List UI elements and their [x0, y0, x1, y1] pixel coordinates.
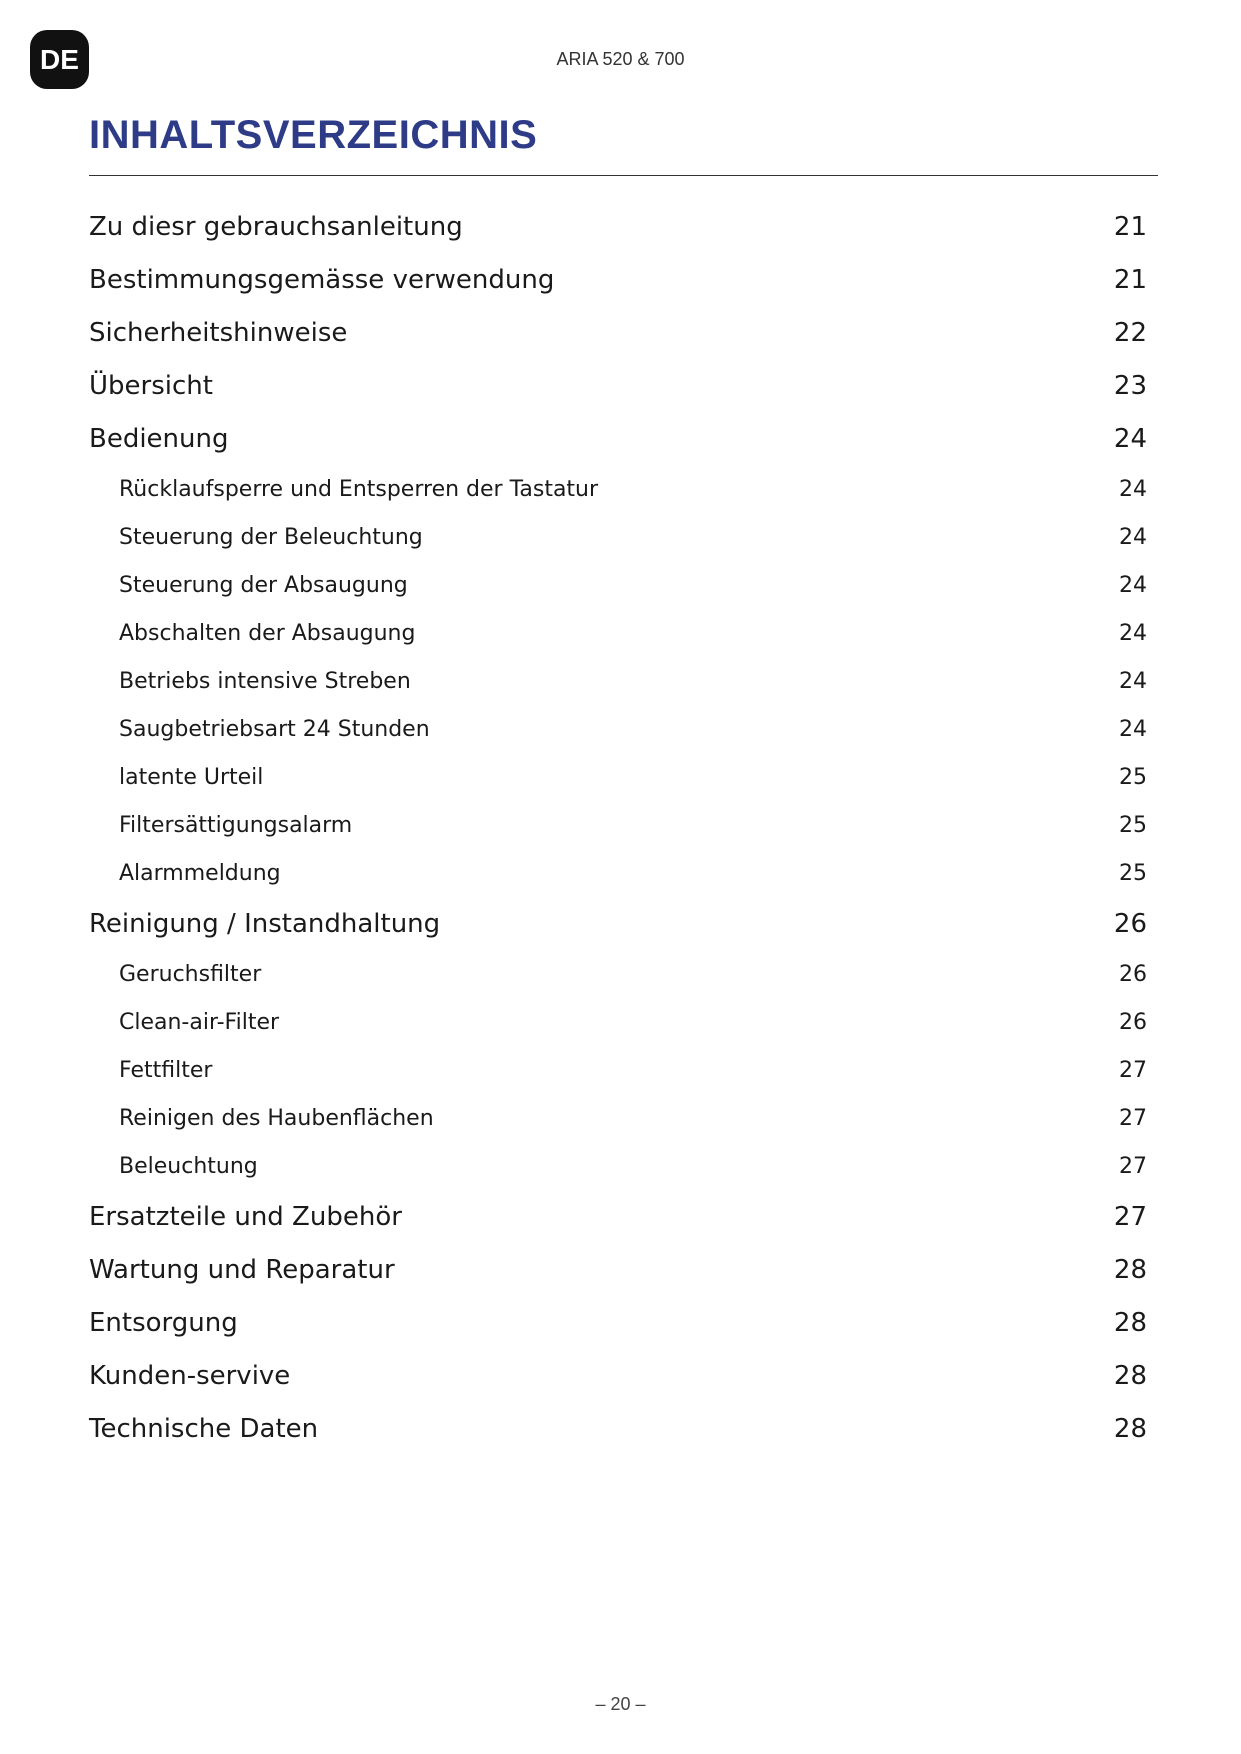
language-badge: DE [30, 30, 89, 89]
toc-entry-label: Betriebs intensive Streben [119, 668, 411, 694]
toc-entry-label: Wartung und Reparatur [89, 1254, 395, 1285]
toc-entry-label: Entsorgung [89, 1307, 238, 1338]
toc-entry[interactable] [89, 412, 1147, 465]
toc-entry-page: 24 [1113, 423, 1147, 454]
toc-entry-page: 24 [1119, 524, 1147, 550]
toc-subentry[interactable] [89, 561, 1147, 609]
toc-subentry[interactable] [89, 1046, 1147, 1094]
toc-entry-page: 27 [1119, 1105, 1147, 1131]
toc-subentry[interactable] [89, 998, 1147, 1046]
page-number: – 20 – [595, 1694, 646, 1714]
toc-entry-page: 27 [1113, 1201, 1147, 1232]
toc-subentry[interactable] [89, 609, 1147, 657]
toc-entry-page: 27 [1119, 1153, 1147, 1179]
toc-entry-label: Alarmmeldung [119, 860, 281, 886]
toc-entry[interactable] [89, 1296, 1147, 1349]
toc-entry-page: 27 [1119, 1057, 1147, 1083]
toc-entry-label: Clean-air-Filter [119, 1009, 280, 1035]
toc-entry-label: Ersatzteile und Zubehör [89, 1201, 402, 1232]
toc-entry-label: latente Urteil [119, 764, 264, 790]
toc-entry-label: Bestimmungsgemässe verwendung [89, 264, 555, 295]
toc-entry[interactable] [89, 1402, 1147, 1455]
toc-entry-label: Steuerung der Beleuchtung [119, 524, 423, 550]
toc-entry-page: 24 [1119, 668, 1147, 694]
toc-subentry[interactable] [89, 1142, 1147, 1190]
toc-entry-page: 28 [1113, 1413, 1147, 1444]
toc-subentry[interactable] [89, 657, 1147, 705]
toc-entry[interactable] [89, 1190, 1147, 1243]
toc-entry[interactable] [89, 1243, 1147, 1296]
toc-entry-page: 26 [1113, 908, 1147, 939]
toc-subentry[interactable] [89, 950, 1147, 998]
toc-entry-label: Zu diesr gebrauchsanleitung [89, 211, 463, 242]
toc-entry-page: 21 [1113, 264, 1147, 295]
toc-entry-label: Abschalten der Absaugung [119, 620, 416, 646]
toc-entry-page: 22 [1113, 317, 1147, 348]
toc-subentry[interactable] [89, 753, 1147, 801]
toc-subentry[interactable] [89, 1094, 1147, 1142]
toc-entry-page: 28 [1113, 1360, 1147, 1391]
toc-entry-page: 21 [1113, 211, 1147, 242]
toc-subentry[interactable] [89, 513, 1147, 561]
toc-entry-label: Übersicht [89, 370, 213, 401]
toc-entry-label: Filtersättigungsalarm [119, 812, 353, 838]
toc-entry[interactable] [89, 359, 1147, 412]
toc-entry-label: Beleuchtung [119, 1153, 258, 1179]
toc-entry-label: Rücklaufsperre und Entsperren der Tastatur [119, 476, 599, 502]
toc-entry-label: Saugbetriebsart 24 Stunden [119, 716, 430, 742]
toc-entry-page: 28 [1113, 1254, 1147, 1285]
toc-entry-page: 25 [1119, 812, 1147, 838]
toc-entry-label: Geruchsfilter [119, 961, 262, 987]
toc-entry-label: Steuerung der Absaugung [119, 572, 408, 598]
toc-entry-label: Bedienung [89, 423, 229, 454]
toc-entry-page: 25 [1119, 764, 1147, 790]
toc-subentry[interactable] [89, 465, 1147, 513]
toc-entry-label: Kunden-servive [89, 1360, 291, 1391]
toc-entry[interactable] [89, 897, 1147, 950]
toc-subentry[interactable] [89, 801, 1147, 849]
toc-entry-page: 28 [1113, 1307, 1147, 1338]
toc-entry-page: 26 [1119, 961, 1147, 987]
toc-entry-label: Reinigen des Haubenflächen [119, 1105, 434, 1131]
table-of-contents [89, 200, 1147, 1455]
page-title: INHALTSVERZEICHNIS [89, 113, 538, 157]
toc-entry-label: Sicherheitshinweise [89, 317, 348, 348]
toc-subentry[interactable] [89, 705, 1147, 753]
toc-subentry[interactable] [89, 849, 1147, 897]
toc-entry-label: Reinigung / Instandhaltung [89, 908, 441, 939]
title-divider [89, 175, 1158, 176]
toc-entry[interactable] [89, 253, 1147, 306]
toc-entry-page: 24 [1119, 620, 1147, 646]
toc-entry[interactable] [89, 200, 1147, 253]
toc-entry-page: 24 [1119, 476, 1147, 502]
toc-entry-label: Fettfilter [119, 1057, 213, 1083]
toc-entry-page: 26 [1119, 1009, 1147, 1035]
toc-entry[interactable] [89, 306, 1147, 359]
toc-entry-page: 24 [1119, 572, 1147, 598]
toc-entry-page: 25 [1119, 860, 1147, 886]
toc-entry[interactable] [89, 1349, 1147, 1402]
toc-entry-page: 23 [1113, 370, 1147, 401]
toc-entry-page: 24 [1119, 716, 1147, 742]
document-header: ARIA 520 & 700 [556, 49, 685, 69]
toc-entry-label: Technische Daten [89, 1413, 319, 1444]
